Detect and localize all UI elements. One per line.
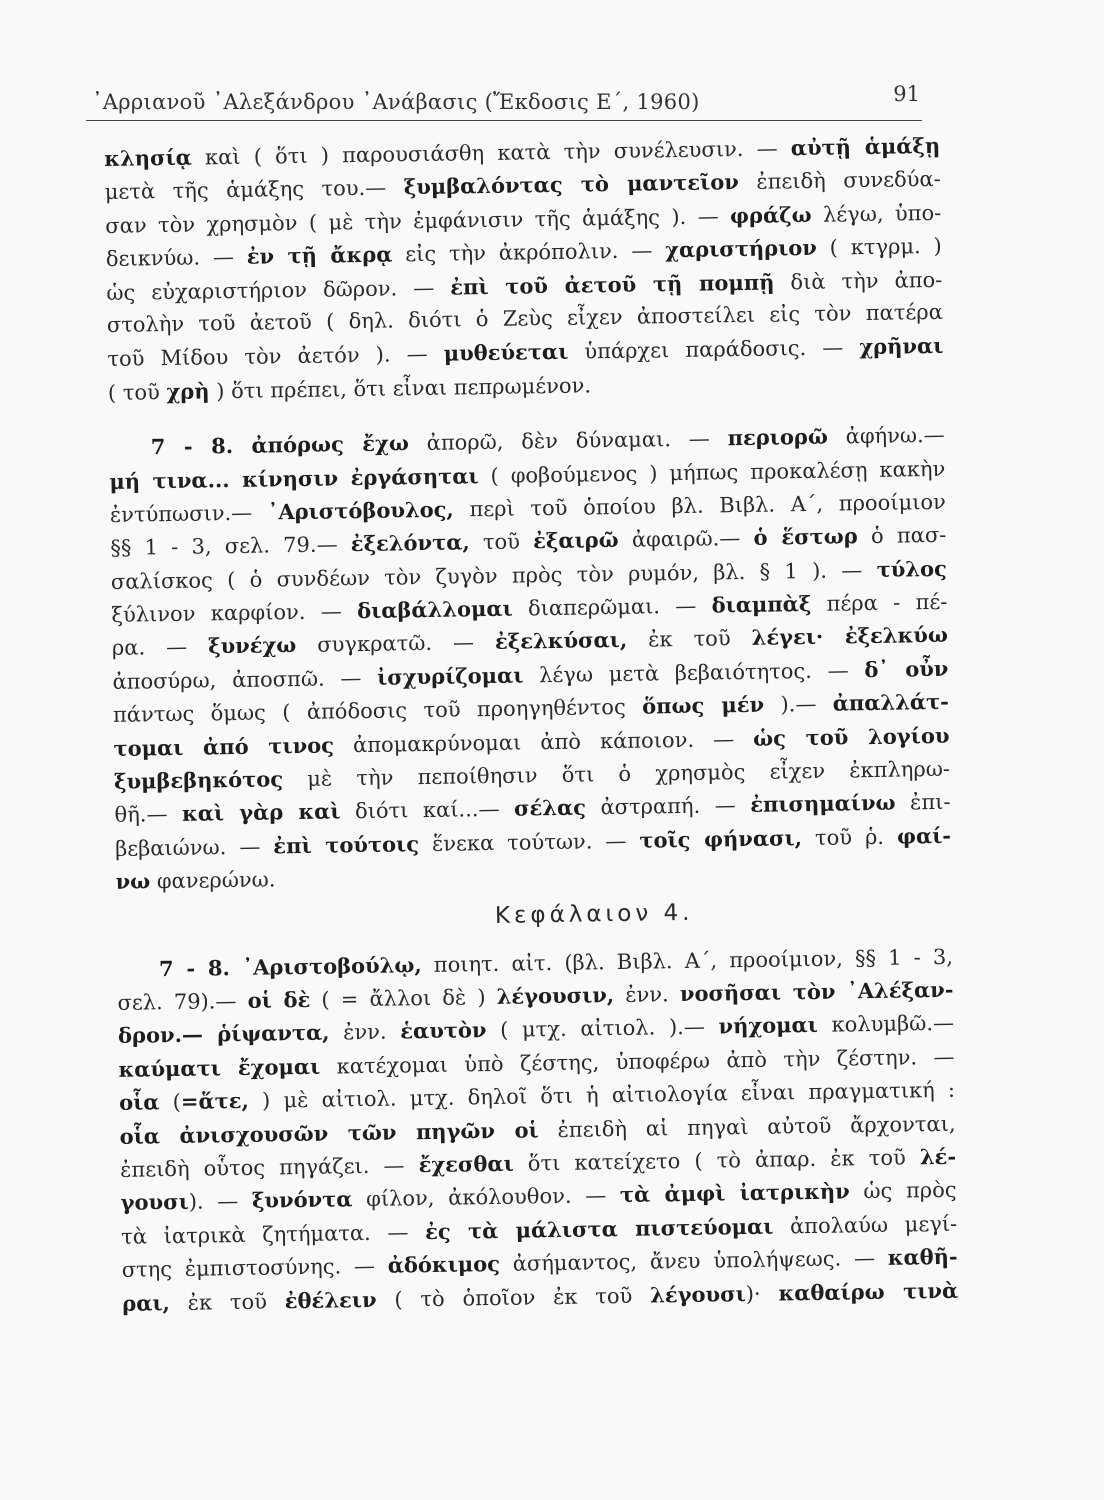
lemma-text: διαβάλλομαι [356,595,513,624]
gloss-text: δεικνύω. — [105,244,247,272]
gloss-text: πέρα - πέ- [811,589,948,617]
gloss-text: ) ὅτι πρέπει, ὅτι εἶναι πεπρωμένον. [209,373,592,404]
gloss-text: ὑπάρχει παράδοσις. — [568,335,860,365]
gloss-text: ) μὲ αἰτιολ. μτχ. δηλοῖ ὅτι ἡ αἰτιολογία εἶναι πραγματική : [248,1077,956,1113]
gloss-text: ἐπι- [895,790,951,816]
lemma-text: ἐς τὰ μάλιστα πιστεύομαι [424,1213,774,1244]
gloss-text: ἐπειδὴ αἱ πηγαὶ αὐτοῦ ἄρχονται, [538,1111,956,1142]
lemma-text: τομαι ἀπό τινος [113,732,335,761]
gloss-text: ἐπειδὴ συνεδύα- [738,167,941,195]
lemma-text: λέγουσιν, [496,982,615,1009]
gloss-text: διὰ τὴν ἀπο- [774,267,943,295]
gloss-text: )· [745,1281,779,1306]
gloss-text: ὡς εὐχαριστήριον δῶρον. — [106,275,451,305]
lemma-text: διαμπὰξ [711,591,812,618]
gloss-text: ἀφήνω.— [827,422,945,449]
lemma-text: ἰσχυρίζομαι [376,662,524,690]
gloss-text: ἐκ τοῦ [169,1288,285,1315]
paragraph-7-8 [109,418,952,899]
running-title: ᾿Αρριανοῦ ᾿Αλεξάνδρου ᾿Ανάβασις (Ἔκδοσις Ε΄, 1960) [92,90,700,114]
gloss-text: ( τὸ ὁποῖον ἐκ τοῦ [376,1283,651,1312]
lemma-text: 7 - 8. ᾿Αριστοβούλῳ, [158,951,422,981]
lemma-text: φράζω [729,201,812,228]
commentary-body [104,129,958,1320]
gloss-text: καὶ ( ὅτι ) παρουσιάσθη κατὰ τὴν συνέλευσιν. — [191,136,792,170]
lemma-text: χρῆναι [859,333,944,360]
gloss-text: ἀφαιρῶ.— [618,526,754,553]
lemma-text: ἐξελόντα, [350,529,470,557]
gloss-text: ἐντύπωσιν.— [109,500,269,527]
lemma-text: γουσι [120,1189,189,1216]
lemma-text: ξυνόντα [251,1186,353,1214]
lemma-text: καθῆ- [887,1243,958,1270]
gloss-text: μετὰ τῆς ἁμάξης του.— [104,175,404,205]
gloss-text: τοῦ [469,529,534,555]
lemma-text: νω [115,868,151,895]
lemma-text: ἐπισημαίνω [750,790,896,818]
gloss-text: ὅτι κατείχετο ( τὸ ἀπαρ. ἐκ τοῦ [513,1145,921,1176]
lemma-text: ἔχεσθαι [418,1150,514,1178]
gloss-text: ἕνεκα τούτων. — [418,828,640,856]
gloss-text: λέγω μετὰ βεβαιότητος. — [523,657,865,688]
gloss-text: φανερώνω. [150,867,276,894]
lemma-text: σέλας [513,794,587,822]
lemma-text: ἐξαιρῶ [532,527,619,554]
lemma-text: νοσῆσαι τὸν ᾿Αλέξαν- [679,976,954,1007]
gloss-text: κατέχομαι ὑπὸ ζέστης, ὑποφέρω ἀπὸ τὴν ζέστην. — [320,1044,955,1079]
lemma-text: ξυνέχω [207,632,297,659]
paragraph-chapter-4 [117,939,959,1319]
gloss-text: ποιητ. αἰτ. (βλ. Βιβλ. Α΄, προοίμιον, §§ 1 - 3, [421,944,954,977]
lemma-text: τοῖς φήνασι, [639,824,803,853]
gloss-text: εἰς τὴν ἀκρόπολιν. — [392,238,666,267]
lemma-text: =ἅτε, [180,1088,250,1115]
chapter-heading: Κεφάλαιον 4. [494,899,694,929]
lemma-text: μυθεύεται [443,339,569,367]
gloss-text: στης ἐμπιστοσύνης. — [121,1253,388,1282]
gloss-text: θῆ.— [114,802,183,828]
running-header [86,82,922,121]
lemma-text: τὰ ἀμφὶ ἰατρικὴν [619,1178,850,1208]
lemma-text: δ᾿ οὖν [864,655,949,682]
gloss-text: φίλον, ἀκόλουθον. — [352,1183,621,1212]
gloss-text: ἀπομακρύνομαι ἀπὸ κάποιον. — [333,726,754,758]
lemma-text: χαριστήριον [664,234,818,263]
gloss-text: ).— [763,691,833,717]
gloss-text: ἐκ τοῦ [626,626,752,653]
gloss-text: στολὴν τοῦ ἀετοῦ ( δηλ. διότι ὁ Ζεὺς εἶχεν ἀποστείλει εἰς τὸν πατέρα [106,299,943,337]
lemma-text: οἱ δὲ [247,986,311,1013]
lemma-text: ξυμβεβηκότος [113,766,284,794]
gloss-text: ἐνν. [613,982,681,1008]
lemma-text: ὁ ἕστωρ [753,523,858,551]
lemma-text: φαί- [896,822,952,849]
lemma-text: λέγουσι [649,1280,746,1308]
lemma-text: ἐθέλειν [284,1286,377,1313]
gloss-text: συγκρατῶ. — [296,630,496,658]
lemma-text: χρὴ [166,378,210,404]
gloss-text: σελ. 79).— [117,988,248,1015]
gloss-text: σαν τὸν χρησμὸν ( μὲ τὴν ἐμφάνισιν τῆς ἁμάξης ). — [105,203,731,238]
page-number: 91 [893,82,920,106]
gloss-text: μὲ τὴν πεποίθησιν ὅτι ὁ χρησμὸς εἶχεν ἐκπληρω- [282,756,951,792]
gloss-text: ἀπολαύω μεγί- [773,1211,958,1239]
gloss-text: τοῦ Μίδου τὸν ἀετόν ). — [107,342,444,372]
gloss-text: βεβαιώνω. — [114,834,274,861]
gloss-text: ἀπορῶ, δὲν δύναμαι. — [408,426,728,456]
gloss-text: ἀποσύρω, ἀποσπῶ. — [112,665,378,694]
paragraph-continuation [104,129,944,409]
lemma-text: περιορῶ [727,423,829,451]
gloss-text: ὡς πρὸς [849,1178,957,1204]
lemma-text: οἷα ἀνισχουσῶν τῶν πηγῶν οἱ [119,1116,539,1149]
gloss-text: σαλίσκος ( ὁ συνδέων τὸν ζυγὸν πρὸς τὸν ρυμόν, βλ. § 1 ). — [110,557,877,594]
lemma-text: ἐπὶ τοῦ ἀετοῦ τῇ πομπῇ [450,269,775,300]
gloss-text: ( [159,1090,182,1115]
gloss-text: ( φοβούμενος ) μήπως προκαλέσῃ κακὴν [478,456,946,488]
lemma-text: δρον.— ῥίψαντα, [117,1019,330,1049]
lemma-text: αὐτῇ ἁμάξῃ [790,132,941,161]
gloss-text: ( κτγρμ. ) [816,234,942,260]
gloss-text: ( μτχ. αἰτιολ. ).— [486,1014,719,1043]
gloss-text: διότι καί...— [340,797,515,824]
gloss-text: διαπερῶμαι. — [512,593,712,621]
gloss-text: περὶ τοῦ ὁποίου βλ. Βιβλ. Α΄, προοίμιον [453,489,946,522]
lemma-text: ἐν τῇ ἄκρᾳ [246,241,393,269]
lemma-text: ἐπὶ τούτοις [273,830,420,859]
gloss-text: ( = ἄλλοι δὲ ) [310,984,497,1012]
gloss-text: ( τοῦ [107,379,167,405]
gloss-text: ὁ πασ- [857,523,947,549]
lemma-text: ξυμβαλόντας τὸ μαντεῖον [403,169,740,200]
gloss-text: τὰ ἰατρικὰ ζητήματα. — [121,1219,426,1249]
lemma-text: οἷα [118,1089,160,1116]
lemma-text: λέ- [919,1143,957,1170]
lemma-text: ὡς τοῦ λογίου [752,722,950,751]
lemma-text: ὅπως μέν [641,691,765,719]
gloss-text: ρα. — [111,634,209,661]
gloss-text: ξύλινον καρφίον. — [111,599,358,628]
lemma-text: λέγει· ἐξελκύω [751,622,949,651]
lemma-text: ᾿Αριστόβουλος, [267,496,454,525]
gloss-text: τοῦ ῥ. [801,824,898,850]
lemma-text: ἀδόκιμος [387,1251,501,1278]
lemma-text: καθαίρω τινὰ [778,1277,959,1306]
lemma-text: μή τινα... κίνησιν ἐργάσηται [109,462,479,494]
lemma-text: καὶ γὰρ καὶ [181,798,341,827]
lemma-text: κλησίᾳ [104,144,192,171]
gloss-text: ἐνν. [329,1019,401,1045]
lemma-text: ἐξελκύσαι, [494,627,628,655]
gloss-text: §§ 1 - 3, σελ. 79.— [110,532,352,561]
gloss-text: πάντως ὅμως ( ἀπόδοσις τοῦ προηγηθέντος [112,694,643,728]
lemma-text: 7 - 8. ἀπόρως ἔχω [150,430,410,460]
gloss-text: λέγω, ὑπο- [811,200,942,227]
gloss-text: ἐπειδὴ οὗτος πηγάζει. — [119,1153,419,1182]
gloss-text: κολυμβῶ.— [817,1011,955,1038]
gloss-text: ἀστραπή. — [585,793,751,820]
gloss-text: ). — [188,1189,253,1215]
gloss-text: ἀσήμαντος, ἄνευ ὑπολήψεως. — [499,1245,888,1277]
lemma-text: ραι, [122,1289,171,1316]
lemma-text: τύλος [876,555,947,582]
lemma-text: ἀπαλλάτ- [832,689,950,716]
lemma-text: νήχομαι [718,1012,819,1039]
lemma-text: καύματι ἔχομαι [118,1053,321,1082]
lemma-text: ἑαυτὸν [400,1017,487,1044]
